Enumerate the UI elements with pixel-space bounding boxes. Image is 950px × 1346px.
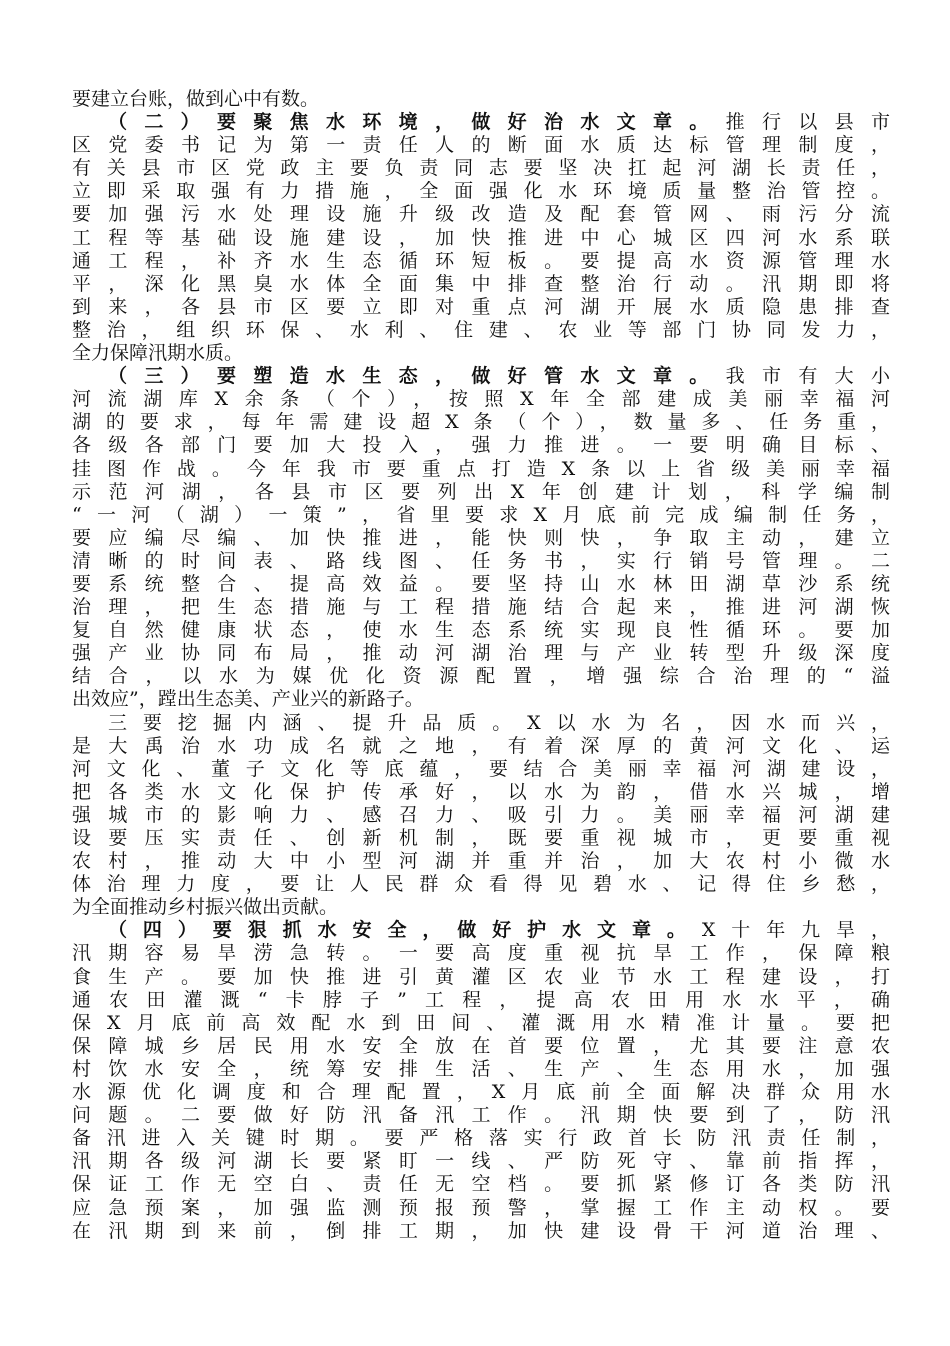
line-text: 通工程，补齐水生态循环短板。要提高水资源管理水: [72, 249, 890, 272]
paragraph-line: [72, 388, 890, 411]
paragraph-line: [72, 134, 890, 157]
line-text: 为全面推动乡村振兴做出贡献。: [72, 896, 339, 919]
line-text: 全力保障汛期水质。: [72, 342, 244, 365]
paragraph-line: [72, 1104, 890, 1127]
paragraph-line: [72, 712, 890, 735]
line-text: 复自然健康状态，使水生态系统实现良性循环。要加: [72, 619, 890, 642]
paragraph-line: [72, 1150, 890, 1173]
paragraph-line: [72, 966, 890, 989]
line-text: 体治理力度，要让人民群众看得见碧水、记得住乡愁，: [72, 873, 890, 896]
line-text: 保障城乡居民用水安全放在首要位置，尤其要注意农: [72, 1034, 890, 1057]
line-text: 应急预案，加强监测预报预警，掌握工作主动权。要: [72, 1196, 890, 1219]
paragraph-line: [72, 642, 890, 665]
section-heading: （三）要塑造水生态，做好管水文章。: [108, 365, 726, 388]
line-text: 通农田灌溉“卡脖子”工程，提高农田用水水平，确: [72, 988, 890, 1011]
paragraph-line: [72, 942, 890, 965]
line-text: 河文化、董子文化等底蕴，要结合美丽幸福河湖建设，: [72, 757, 890, 780]
paragraph-line: [72, 827, 890, 850]
line-text: 强产业协同布局，推动河湖治理与产业转型升级深度: [72, 642, 890, 665]
line-text: 挂图作战。今年我市要重点打造X条以上省级美丽幸福: [72, 457, 890, 480]
paragraph-line: [72, 203, 890, 226]
line-text: X十年九旱，: [701, 919, 890, 942]
line-text: “一河（湖）一策”，省里要求X月底前完成编制任务，: [72, 503, 890, 526]
line-text: 示范河湖，各县市区要列出X年创建计划，科学编制: [72, 480, 890, 503]
line-text: 保证工作无空白、责任无空档。要抓紧修订各类防汛: [72, 1173, 890, 1196]
line-text: 各级各部门要加大投入，强力推进。一要明确目标、: [72, 434, 890, 457]
line-text: 要系统整合、提高效益。要坚持山水林田湖草沙系统: [72, 572, 890, 595]
paragraph-line: [72, 411, 890, 434]
paragraph-line: [72, 1058, 890, 1081]
paragraph-line: [72, 596, 890, 619]
paragraph-line: [72, 481, 890, 504]
line-text: 在汛期到来前，倒排工期，加快建设骨干河道治理、: [72, 1219, 890, 1242]
paragraph-line: [72, 1220, 890, 1243]
paragraph-line: [72, 250, 890, 273]
line-text: 要加强污水处理设施升级改造及配套管网、雨污分流: [72, 203, 890, 226]
paragraph-line: [72, 527, 890, 550]
line-text: 我市有大小: [725, 365, 890, 388]
paragraph-line: [72, 88, 890, 111]
paragraph-line: [72, 804, 890, 827]
paragraph-line: [72, 758, 890, 781]
line-text: 结合，以水为媒优化资源配置，增强综合治理的“溢: [72, 665, 890, 688]
section-heading: （二）要聚焦水环境，做好治水文章。: [108, 111, 726, 134]
line-text: 整治，组织环保、水利、住建、农业等部门协同发力，: [72, 318, 890, 341]
paragraph-line: [72, 781, 890, 804]
paragraph-line: [72, 688, 890, 711]
line-text: 要建立台账，做到心中有数。: [72, 88, 320, 110]
paragraph-line: [72, 619, 890, 642]
line-text: 食生产。要加快推进引黄灌区农业节水工程建设，打: [72, 965, 890, 988]
paragraph-line: [72, 1197, 890, 1220]
line-text: 是大禹治水功成名就之地，有着深厚的黄河文化、运: [72, 734, 890, 757]
paragraph-line: [72, 342, 890, 365]
paragraph-line: [72, 896, 890, 919]
line-text: 备汛进入关键时期。要严格落实行政首长防汛责任制，: [72, 1127, 890, 1150]
document-body: [72, 88, 890, 1243]
line-text: 推行以县市: [725, 111, 890, 134]
paragraph-line: [72, 1081, 890, 1104]
line-text: 保X月底前高效配水到田间、灌溉用水精准计量。要把: [72, 1011, 890, 1034]
line-text: 农村，推动大中小型河湖并重并治，加大农村小微水: [72, 850, 890, 873]
line-text: 湖的要求，每年需建设超X条（个），数量多、任务重，: [72, 411, 890, 434]
paragraph-line: [72, 1173, 890, 1196]
paragraph-line: [72, 180, 890, 203]
paragraph-line: [72, 434, 890, 457]
paragraph-line: [72, 550, 890, 573]
paragraph-line: [72, 989, 890, 1012]
line-text: 平，深化黑臭水体全面集中排查整治行动。汛期即将: [72, 272, 890, 295]
paragraph-line: [72, 1127, 890, 1150]
paragraph-line: [72, 273, 890, 296]
paragraph-line: [72, 504, 890, 527]
paragraph-line: [72, 665, 890, 688]
line-text: 工程等基础设施建设，加快推进中心城区四河水系联: [72, 226, 890, 249]
paragraph-line: [72, 1035, 890, 1058]
line-text: 汛期容易旱涝急转。一要高度重视抗旱工作，保障粮: [72, 942, 890, 965]
line-text: 到来，各县市区要立即对重点河湖开展水质隐患排查: [72, 295, 890, 318]
line-text: 河流湖库X余条（个），按照X年全部建成美丽幸福河: [72, 388, 890, 411]
line-text: 三要挖掘内涵、提升品质。X以水为名，因水而兴，: [108, 711, 890, 734]
line-text: 治理，把生态措施与工程措施结合起来，推进河湖恢: [72, 596, 890, 619]
line-text: 区党委书记为第一责任人的断面水质达标管理制度，: [72, 134, 890, 157]
paragraph-line: [72, 458, 890, 481]
line-text: 把各类水文化保护传承好，以水为韵，借水兴城，增: [72, 780, 890, 803]
paragraph-line: [72, 735, 890, 758]
line-text: 立即采取强有力措施，全面强化水环境质量整治管控。: [72, 180, 890, 203]
paragraph-line: [72, 319, 890, 342]
paragraph-line: [72, 1012, 890, 1035]
line-text: 要应编尽编、加快推进，能快则快，争取主动，建立: [72, 526, 890, 549]
section-heading-line: [72, 111, 890, 134]
line-text: 有关县市区党政主要负责同志要坚决扛起河湖长责任，: [72, 157, 890, 180]
paragraph-line: [72, 873, 890, 896]
line-text: 汛期各级河湖长要紧盯一线、严防死守、靠前指挥，: [72, 1150, 890, 1173]
section-heading: （四）要狠抓水安全，做好护水文章。: [108, 919, 702, 942]
paragraph-line: [72, 296, 890, 319]
line-text: 问题。二要做好防汛备汛工作。汛期快要到了，防汛: [72, 1104, 890, 1127]
line-text: 村饮水安全，统筹安排生活、生产、生态用水，加强: [72, 1057, 890, 1080]
line-text: 设要压实责任、创新机制，既要重视城市，更要重视: [72, 827, 890, 849]
line-text: 强城市的影响力、感召力、吸引力。美丽幸福河湖建: [72, 803, 890, 826]
line-text: 清晰的时间表、路线图、任务书，实行销号管理。二: [72, 549, 890, 572]
paragraph-line: [72, 157, 890, 180]
paragraph-line: [72, 227, 890, 250]
paragraph-line: [72, 573, 890, 596]
paragraph-line: [72, 850, 890, 873]
section-heading-line: [72, 919, 890, 942]
line-text: 水源优化调度和合理配置，X月底前全面解决群众用水: [72, 1081, 890, 1104]
line-text: 出效应”，蹚出生态美、产业兴的新路子。: [72, 688, 424, 711]
section-heading-line: [72, 365, 890, 388]
